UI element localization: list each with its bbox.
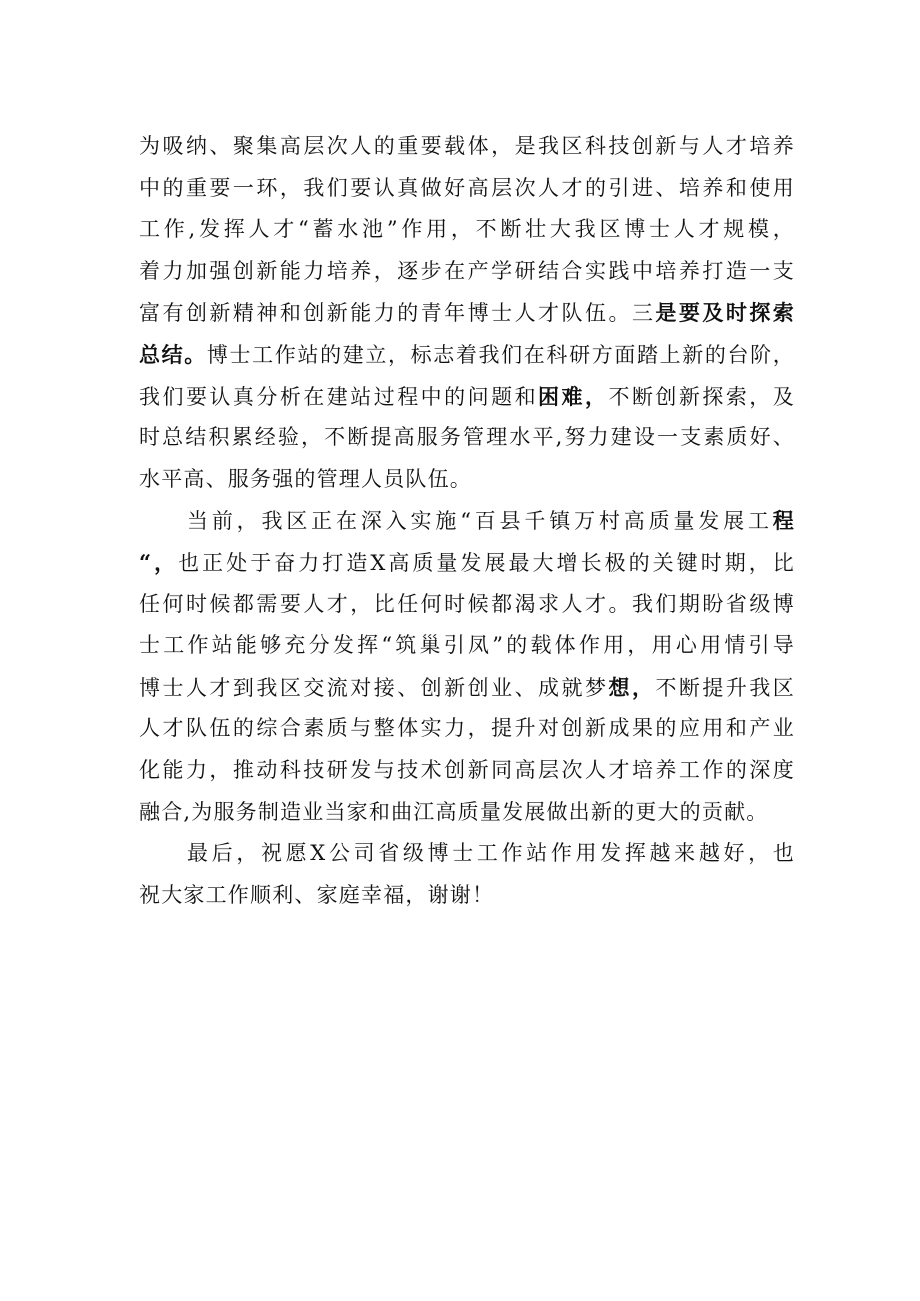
- text-run: 不断提升我区: [655, 675, 796, 700]
- text-line: [139, 168, 795, 210]
- text-run: 最后，祝愿X公司省级博士工作站作用发挥越来越好，也: [187, 841, 795, 866]
- text-line: [139, 875, 795, 917]
- text-line: [139, 667, 795, 709]
- text-run: 博士人才到我区交流对接、创新创业、成就梦: [139, 675, 609, 700]
- bold-text-run: 想，: [608, 674, 656, 700]
- bold-text-run: “，: [139, 549, 179, 575]
- text-line: [139, 500, 795, 542]
- bold-text-run: 是要及时探索: [655, 300, 795, 326]
- text-run: 水平高、服务强的管理人员队伍。: [139, 466, 472, 491]
- text-run: 融合,为服务制造业当家和曲江高质量发展做出新的更大的贡献。: [139, 799, 769, 824]
- text-run: 工作,发挥人才“蓄水池”作用，不断壮大我区博士人才规模，: [139, 217, 795, 242]
- text-run: 任何时候都需要人才，比任何时候都渴求人才。我们期盼省级博: [139, 591, 795, 616]
- text-run: 我们要认真分析在建站过程中的问题和: [139, 384, 539, 409]
- bold-text-run: 总结。: [139, 341, 207, 367]
- text-line: [139, 417, 795, 459]
- bold-text-run: 困难，: [538, 383, 609, 409]
- text-line: [139, 708, 795, 750]
- text-line: [139, 625, 795, 667]
- text-run: 当前，我区正在深入实施“百县千镇万村高质量发展工: [187, 509, 773, 534]
- text-line: [139, 792, 795, 834]
- text-line: [139, 334, 795, 376]
- text-line: [139, 459, 795, 501]
- text-run: 人才队伍的综合素质与整体实力，提升对创新成果的应用和产业: [139, 716, 795, 741]
- text-run: 不断创新探索，及: [608, 384, 795, 409]
- text-run: 时总结积累经验，不断提高服务管理水平,努力建设一支素质好、: [139, 425, 795, 450]
- text-line: [139, 750, 795, 792]
- text-line: [139, 542, 795, 584]
- text-line: [139, 126, 795, 168]
- text-run: 化能力，推动科技研发与技术创新同高层次人才培养工作的深度: [139, 757, 795, 782]
- text-line: [139, 833, 795, 875]
- text-line: [139, 376, 795, 418]
- text-line: [139, 209, 795, 251]
- text-line: [139, 251, 795, 293]
- bold-text-run: 程: [772, 508, 795, 534]
- text-run: 为吸纳、聚集高层次人的重要载体，是我区科技创新与人才培养: [139, 134, 795, 158]
- text-run: 富有创新精神和创新能力的青年博士人才队伍。三: [139, 301, 656, 326]
- document-body: [139, 126, 795, 916]
- text-run: 中的重要一环，我们要认真做好高层次人才的引进、培养和使用: [139, 175, 795, 200]
- text-run: 士工作站能够充分发挥“筑巢引凤”的载体作用，用心用情引导: [139, 633, 795, 658]
- text-run: 着力加强创新能力培养，逐步在产学研结合实践中培养打造一支: [139, 258, 795, 283]
- text-run: 祝大家工作顺利、家庭幸福，谢谢！: [139, 882, 495, 907]
- text-line: [139, 292, 795, 334]
- text-run: 也正处于奋力打造X高质量发展最大增长极的关键时期，比: [178, 550, 795, 575]
- text-line: [139, 584, 795, 626]
- text-run: 博士工作站的建立，标志着我们在科研方面踏上新的台阶，: [206, 342, 795, 367]
